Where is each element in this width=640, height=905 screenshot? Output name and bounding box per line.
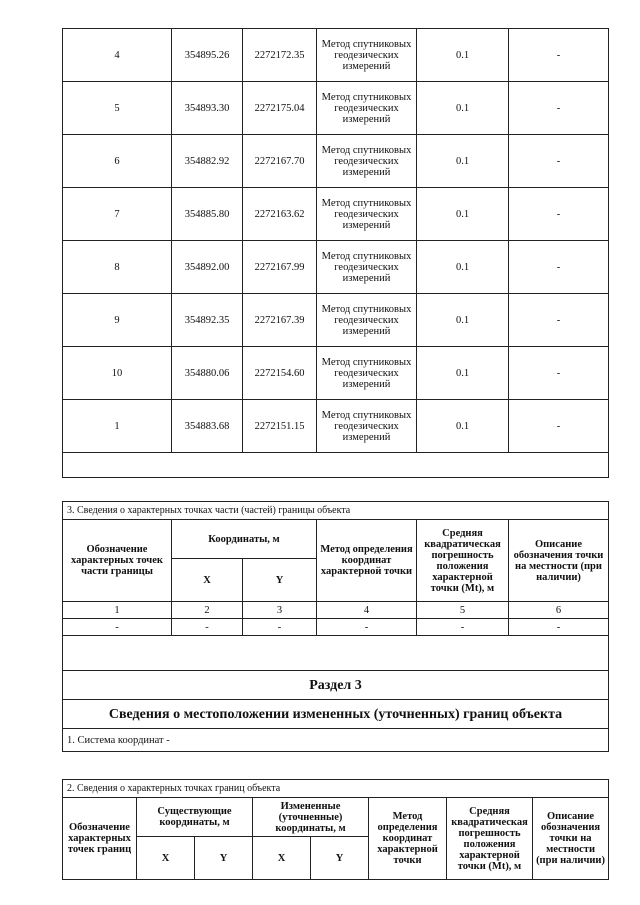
point-number: 10 xyxy=(63,347,172,400)
point-accuracy: 0.1 xyxy=(417,294,509,347)
point-description: - xyxy=(509,29,609,82)
column-number: 4 xyxy=(317,602,417,619)
empty-cell: - xyxy=(243,619,317,636)
point-y: 2272172.35 xyxy=(243,29,317,82)
point-x: 354892.35 xyxy=(172,294,243,347)
point-y: 2272167.39 xyxy=(243,294,317,347)
empty-cell: - xyxy=(317,619,417,636)
empty-cell: - xyxy=(417,619,509,636)
table-row xyxy=(63,400,609,453)
section-title: Раздел 3 xyxy=(63,671,609,700)
header-accuracy: Средняя квадратическая погрешность положения характерной точки (Mt), м xyxy=(417,520,509,602)
point-y: 2272167.99 xyxy=(243,241,317,294)
header-existing-y: Y xyxy=(195,837,253,880)
point-method: Метод спутниковых геодезических измерений xyxy=(317,188,417,241)
point-method: Метод спутниковых геодезических измерений xyxy=(317,400,417,453)
point-method: Метод спутниковых геодезических измерений xyxy=(317,347,417,400)
column-number: 1 xyxy=(63,602,172,619)
point-x: 354893.30 xyxy=(172,82,243,135)
table-row xyxy=(63,29,609,82)
point-accuracy: 0.1 xyxy=(417,347,509,400)
column-number: 2 xyxy=(172,602,243,619)
header-accuracy: Средняя квадратическая погрешность положения характерной точки (Mt), м xyxy=(447,798,533,880)
header-point-name: Обозначение характерных точек границ xyxy=(63,798,137,880)
table-row xyxy=(63,82,609,135)
header-changed-y: Y xyxy=(311,837,369,880)
point-x: 354895.26 xyxy=(172,29,243,82)
point-method: Метод спутниковых геодезических измерений xyxy=(317,82,417,135)
point-number: 9 xyxy=(63,294,172,347)
points-table-body xyxy=(63,29,609,478)
point-description: - xyxy=(509,82,609,135)
part-points-title: 3. Сведения о характерных точках части (частей) границы объекта xyxy=(63,502,609,520)
coordinate-system: 1. Система координат - xyxy=(63,729,609,752)
point-description: - xyxy=(509,135,609,188)
point-accuracy: 0.1 xyxy=(417,29,509,82)
point-accuracy: 0.1 xyxy=(417,400,509,453)
column-number: 5 xyxy=(417,602,509,619)
header-description: Описание обозначения точки на местности (при наличии) xyxy=(533,798,609,880)
changed-points-title: 2. Сведения о характерных точках границ объекта xyxy=(63,780,609,798)
point-method: Метод спутниковых геодезических измерений xyxy=(317,29,417,82)
point-description: - xyxy=(509,241,609,294)
point-x: 354885.80 xyxy=(172,188,243,241)
column-number: 6 xyxy=(509,602,609,619)
point-method: Метод спутниковых геодезических измерений xyxy=(317,241,417,294)
point-number: 5 xyxy=(63,82,172,135)
point-accuracy: 0.1 xyxy=(417,82,509,135)
header-point-name: Обозначение характерных точек части границы xyxy=(63,520,172,602)
point-x: 354883.68 xyxy=(172,400,243,453)
header-existing-coordinates: Существующие координаты, м xyxy=(137,798,253,837)
point-accuracy: 0.1 xyxy=(417,241,509,294)
point-number: 8 xyxy=(63,241,172,294)
point-description: - xyxy=(509,188,609,241)
empty-row xyxy=(63,453,609,478)
section-subtitle: Сведения о местоположении измененных (уточненных) границ объекта xyxy=(63,700,609,729)
table-row xyxy=(63,188,609,241)
header-changed-x: X xyxy=(253,837,311,880)
point-x: 354892.00 xyxy=(172,241,243,294)
point-y: 2272175.04 xyxy=(243,82,317,135)
header-changed-coordinates: Измененные (уточненные) координаты, м xyxy=(253,798,369,837)
table-row xyxy=(63,294,609,347)
point-y: 2272151.15 xyxy=(243,400,317,453)
point-description: - xyxy=(509,400,609,453)
point-method: Метод спутниковых геодезических измерений xyxy=(317,135,417,188)
empty-cell: - xyxy=(63,619,172,636)
changed-points-table xyxy=(62,779,609,880)
point-number: 7 xyxy=(63,188,172,241)
spacer-row xyxy=(63,636,609,671)
point-accuracy: 0.1 xyxy=(417,188,509,241)
empty-cell: - xyxy=(172,619,243,636)
point-number: 1 xyxy=(63,400,172,453)
point-x: 354880.06 xyxy=(172,347,243,400)
point-x: 354882.92 xyxy=(172,135,243,188)
point-accuracy: 0.1 xyxy=(417,135,509,188)
point-y: 2272154.60 xyxy=(243,347,317,400)
point-y: 2272163.62 xyxy=(243,188,317,241)
table-row xyxy=(63,347,609,400)
points-table xyxy=(62,28,609,478)
point-number: 4 xyxy=(63,29,172,82)
empty-cell: - xyxy=(509,619,609,636)
table-row xyxy=(63,241,609,294)
table-row xyxy=(63,135,609,188)
point-description: - xyxy=(509,294,609,347)
header-coordinates: Координаты, м xyxy=(172,520,317,559)
header-method: Метод определения координат характерной точки xyxy=(317,520,417,602)
header-x: X xyxy=(172,559,243,602)
header-y: Y xyxy=(243,559,317,602)
header-description: Описание обозначения точки на местности (при наличии) xyxy=(509,520,609,602)
header-existing-x: X xyxy=(137,837,195,880)
header-method: Метод определения координат характерной точки xyxy=(369,798,447,880)
part-points-table xyxy=(62,501,609,752)
column-number: 3 xyxy=(243,602,317,619)
point-description: - xyxy=(509,347,609,400)
point-number: 6 xyxy=(63,135,172,188)
point-y: 2272167.70 xyxy=(243,135,317,188)
point-method: Метод спутниковых геодезических измерений xyxy=(317,294,417,347)
